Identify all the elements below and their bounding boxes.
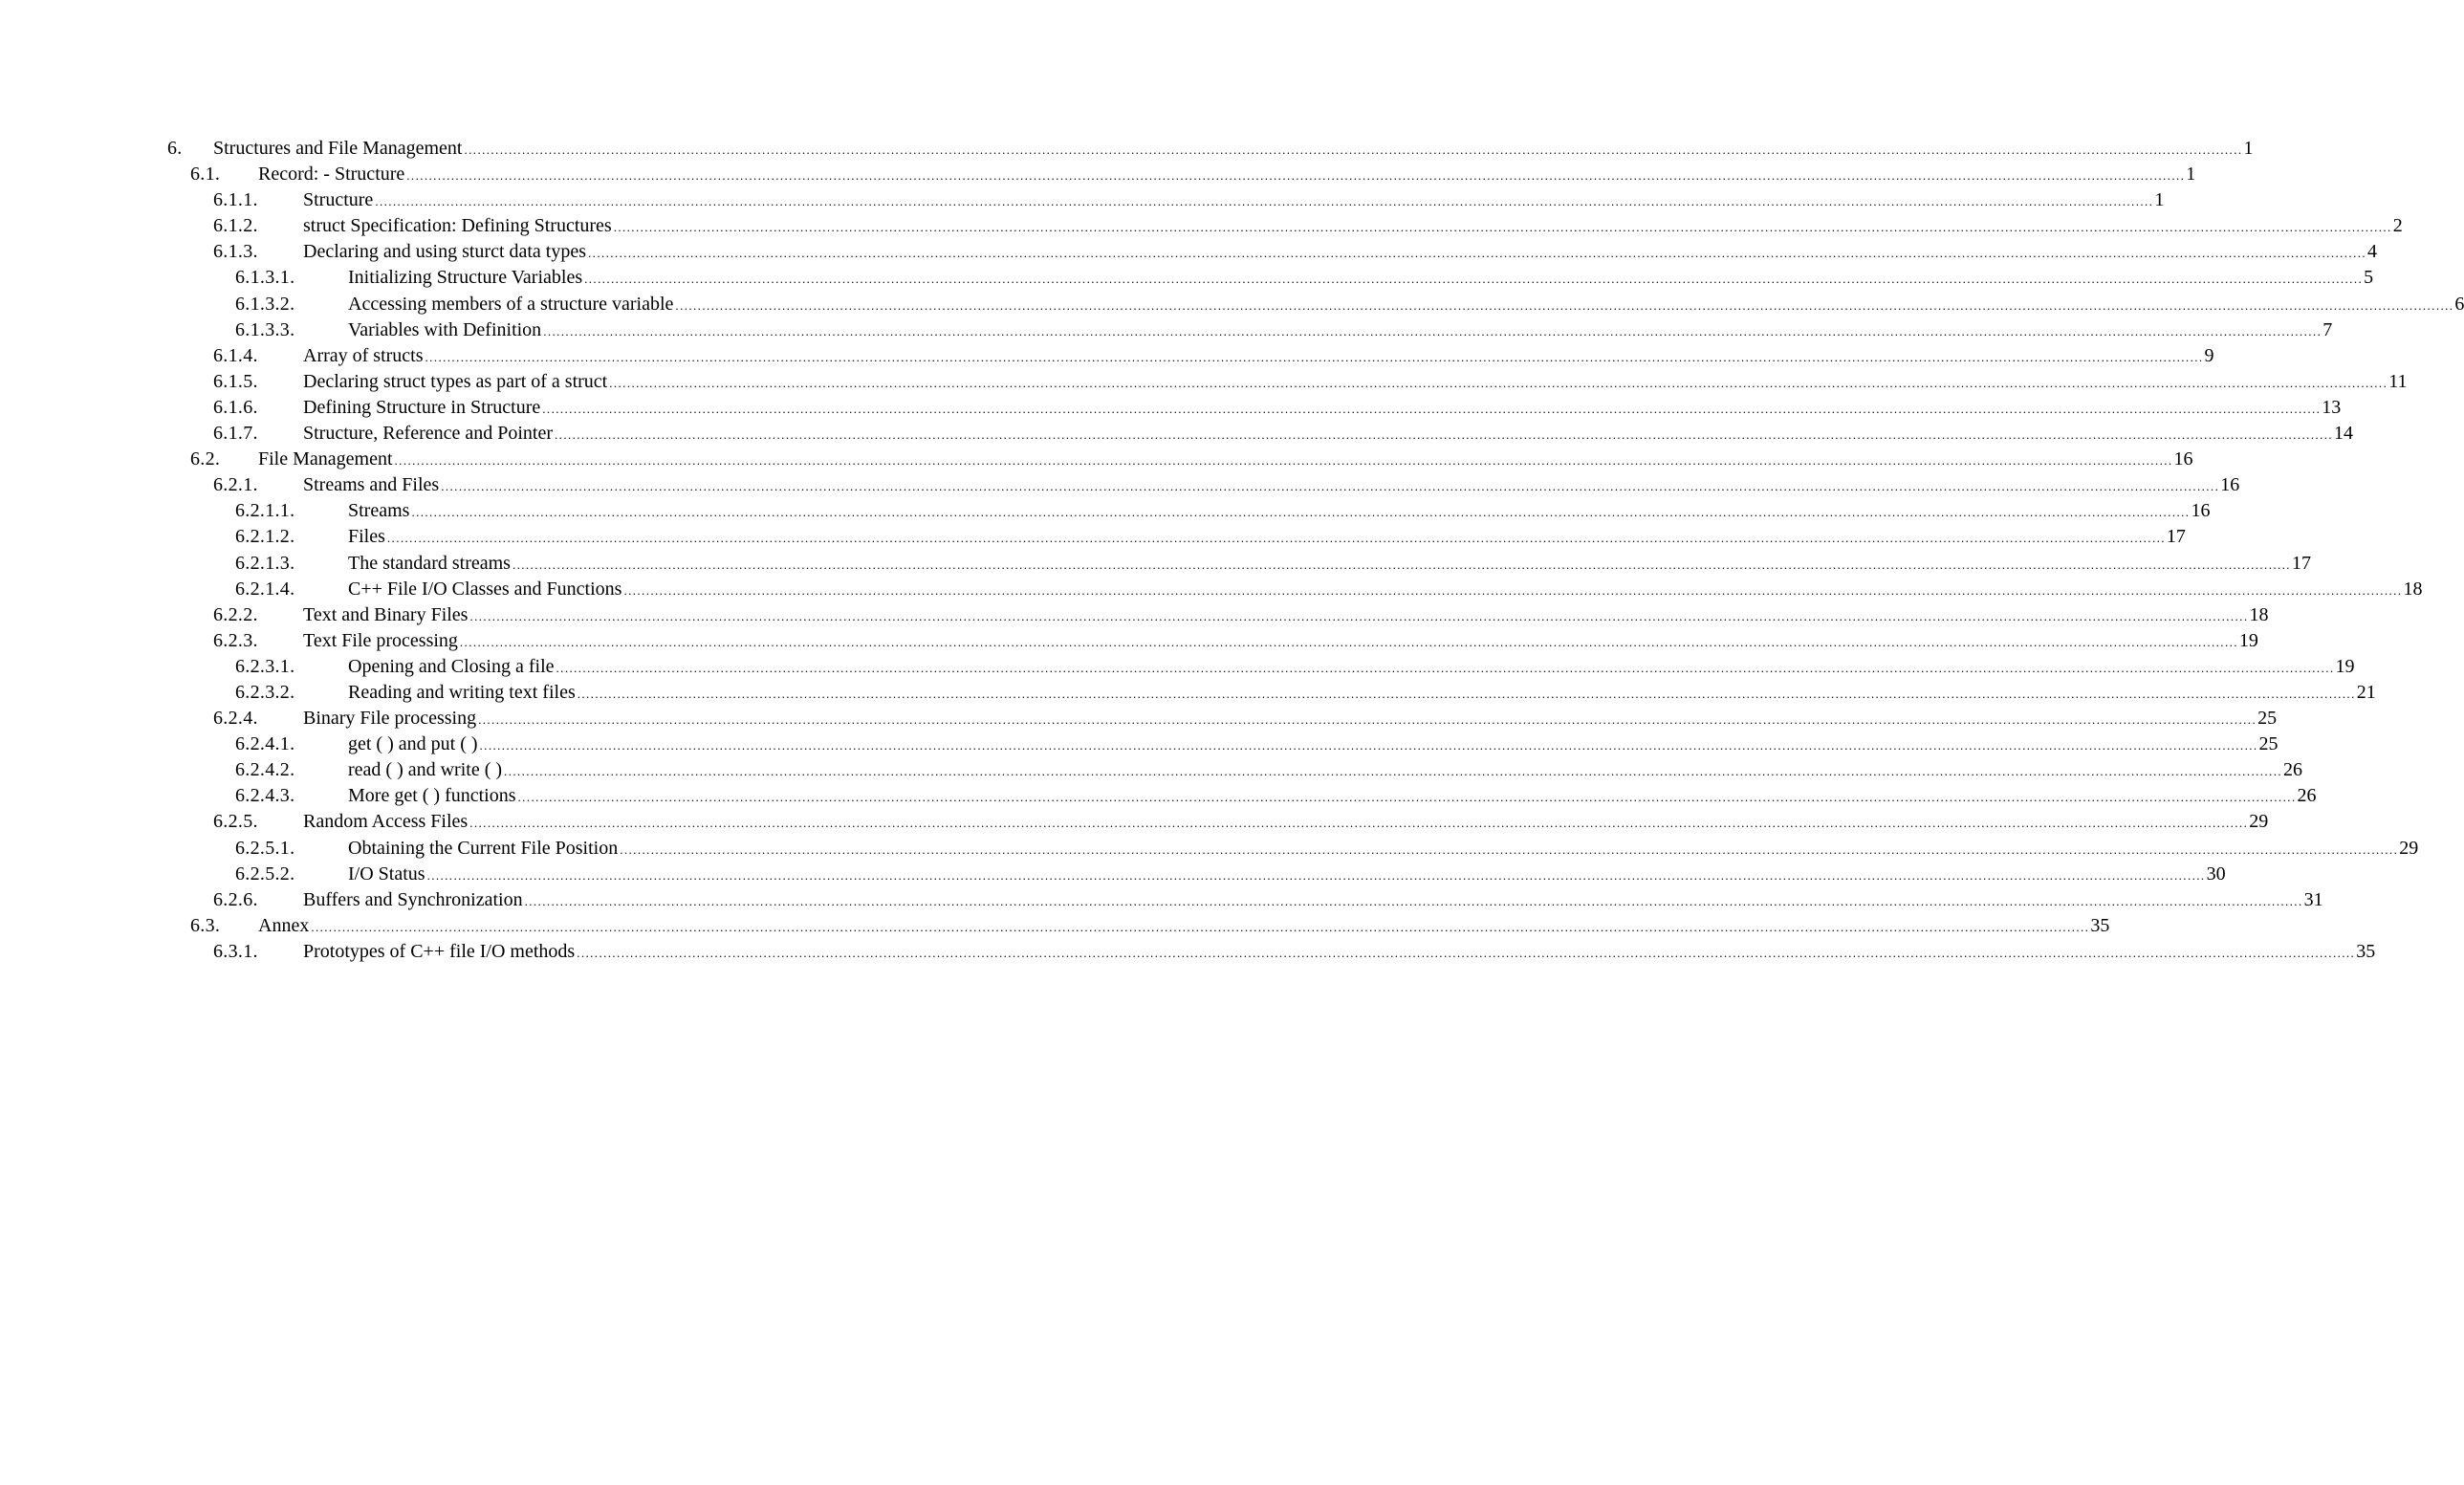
- toc-entry-page-number[interactable]: 5: [2364, 267, 2374, 289]
- toc-dot-leader: ................................................................................................................................................................................................................................................................................................................................................................................................................: [577, 945, 2356, 960]
- toc-entry-number: 6.1.3.: [213, 241, 258, 263]
- toc-dot-leader: ................................................................................................................................................................................................................................................................................................................................................................................................................: [311, 919, 2090, 934]
- toc-entry-line: [303, 395, 2342, 421]
- toc-entry-page-number[interactable]: 26: [2283, 759, 2303, 781]
- toc-entry-title[interactable]: Array of structs: [303, 344, 424, 366]
- toc-entry-page-number[interactable]: 18: [2249, 603, 2269, 625]
- toc-entry-number: 6.2.1.: [213, 474, 258, 496]
- toc-entry-line: [258, 913, 2110, 939]
- toc-dot-leader: ................................................................................................................................................................................................................................................................................................................................................................................................................: [512, 557, 2291, 572]
- toc-entry[interactable]: [167, 836, 2419, 862]
- toc-entry-title[interactable]: Accessing members of a structure variable: [348, 293, 674, 315]
- toc-entry-page-number[interactable]: 26: [2297, 785, 2317, 807]
- toc-entry-page-number[interactable]: 25: [2258, 733, 2279, 755]
- toc-entry-number: 6.1.7.: [213, 423, 258, 445]
- toc-entry[interactable]: [167, 395, 2342, 421]
- toc-entry-title[interactable]: get ( ) and put ( ): [348, 733, 478, 755]
- toc-entry[interactable]: [167, 887, 2323, 913]
- toc-entry-number: 6.1.3.2.: [235, 293, 295, 315]
- toc-entry-line: [348, 654, 2355, 680]
- toc-entry-number: 6.1.: [190, 164, 221, 186]
- toc-dot-leader: ................................................................................................................................................................................................................................................................................................................................................................................................................: [623, 582, 2403, 598]
- toc-entry-page-number[interactable]: 16: [2220, 474, 2240, 496]
- toc-entry-line: [258, 162, 2196, 187]
- toc-entry[interactable]: [167, 265, 2374, 291]
- toc-entry-title[interactable]: Buffers and Synchronization: [303, 888, 523, 910]
- toc-entry[interactable]: [167, 292, 2464, 317]
- toc-entry-page-number[interactable]: 18: [2403, 578, 2423, 600]
- toc-entry-number: 6.1.5.: [213, 370, 258, 392]
- toc-entry-title[interactable]: Structure, Reference and Pointer: [303, 423, 554, 445]
- toc-entry-page-number[interactable]: 2: [2392, 215, 2403, 237]
- toc-entry-number: 6.3.: [190, 914, 221, 936]
- toc-dot-leader: ................................................................................................................................................................................................................................................................................................................................................................................................................: [464, 142, 2243, 157]
- toc-dot-leader: ................................................................................................................................................................................................................................................................................................................................................................................................................: [469, 608, 2249, 623]
- toc-entry-line: [348, 862, 2226, 887]
- toc-entry[interactable]: [167, 654, 2355, 680]
- toc-entry-line: [348, 551, 2311, 577]
- toc-dot-leader: ................................................................................................................................................................................................................................................................................................................................................................................................................: [459, 634, 2238, 649]
- toc-entry[interactable]: [167, 602, 2269, 628]
- toc-dot-leader: ................................................................................................................................................................................................................................................................................................................................................................................................................: [613, 220, 2392, 235]
- toc-entry-number: 6.2.: [190, 448, 221, 470]
- toc-dot-leader: ................................................................................................................................................................................................................................................................................................................................................................................................................: [425, 349, 2204, 364]
- toc-entry-line: [303, 628, 2258, 654]
- toc-entry-title[interactable]: More get ( ) functions: [348, 785, 516, 807]
- toc-dot-leader: ................................................................................................................................................................................................................................................................................................................................................................................................................: [375, 194, 2154, 209]
- toc-dot-leader: ................................................................................................................................................................................................................................................................................................................................................................................................................: [411, 505, 2191, 520]
- toc-entry-line: [258, 447, 2193, 472]
- toc-dot-leader: ................................................................................................................................................................................................................................................................................................................................................................................................................: [406, 168, 2186, 184]
- toc-entry-line: [303, 343, 2214, 369]
- toc-dot-leader: ................................................................................................................................................................................................................................................................................................................................................................................................................: [479, 738, 2258, 753]
- toc-entry-line: [303, 939, 2376, 965]
- toc-entry-number: 6.2.3.1.: [235, 655, 295, 677]
- toc-entry-line: [348, 317, 2333, 343]
- toc-entry-title[interactable]: Variables with Definition: [348, 318, 542, 340]
- toc-entry-title[interactable]: Initializing Structure Variables: [348, 267, 583, 289]
- toc-entry[interactable]: [167, 577, 2423, 602]
- toc-entry-title[interactable]: Obtaining the Current File Position: [348, 837, 619, 859]
- toc-entry-page-number[interactable]: 1: [2243, 138, 2254, 159]
- toc-entry-page-number[interactable]: 25: [2257, 708, 2278, 730]
- toc-entry-number: 6.2.4.1.: [235, 733, 295, 755]
- toc-entry-line: [213, 136, 2254, 162]
- toc-entry-page-number[interactable]: 30: [2206, 863, 2226, 884]
- toc-entry-number: 6.1.3.1.: [235, 267, 295, 289]
- toc-entry-page-number[interactable]: 16: [2173, 448, 2193, 470]
- toc-entry-page-number[interactable]: 19: [2335, 655, 2355, 677]
- toc-entry[interactable]: [167, 421, 2354, 447]
- toc-entry-line: [303, 602, 2269, 628]
- toc-entry-line: [348, 836, 2419, 862]
- toc-dot-leader: ................................................................................................................................................................................................................................................................................................................................................................................................................: [426, 867, 2206, 883]
- toc-entry-page-number[interactable]: 9: [2204, 344, 2214, 366]
- toc-entry-title[interactable]: Files: [348, 526, 385, 548]
- toc-entry-title[interactable]: Declaring and using sturct data types: [303, 241, 587, 263]
- toc-entry-number: 6.3.1.: [213, 940, 258, 962]
- toc-entry[interactable]: [167, 939, 2376, 965]
- toc-entry-page-number[interactable]: 19: [2238, 629, 2258, 651]
- toc-entry[interactable]: [167, 680, 2376, 706]
- toc-entry-title[interactable]: C++ File I/O Classes and Functions: [348, 578, 622, 600]
- toc-entry-line: [348, 783, 2317, 809]
- toc-entry-title[interactable]: Declaring struct types as part of a struct: [303, 370, 608, 392]
- toc-entry-page-number[interactable]: 29: [2399, 837, 2419, 859]
- toc-entry[interactable]: [167, 862, 2226, 887]
- toc-dot-leader: ................................................................................................................................................................................................................................................................................................................................................................................................................: [386, 531, 2166, 546]
- toc-entry-title[interactable]: The standard streams: [348, 552, 511, 574]
- toc-dot-leader: ................................................................................................................................................................................................................................................................................................................................................................................................................: [441, 479, 2220, 494]
- toc-entry-page-number[interactable]: 29: [2249, 811, 2269, 833]
- toc-entry-title[interactable]: Text File processing: [303, 629, 458, 651]
- toc-entry-title[interactable]: Random Access Files: [303, 811, 469, 833]
- toc-entry-title[interactable]: Prototypes of C++ file I/O methods: [303, 940, 576, 962]
- toc-entry-line: [303, 809, 2269, 835]
- toc-entry-title[interactable]: Annex: [258, 914, 310, 936]
- toc-entry[interactable]: [167, 757, 2303, 783]
- toc-entry-number: 6.2.5.1.: [235, 837, 295, 859]
- toc-entry-title[interactable]: Binary File processing: [303, 708, 477, 730]
- toc-entry[interactable]: [167, 162, 2196, 187]
- toc-entry-number: 6.2.1.2.: [235, 526, 295, 548]
- toc-entry-line: [303, 472, 2240, 498]
- toc-entry-title[interactable]: Streams: [348, 500, 410, 522]
- toc-entry-line: [348, 292, 2464, 317]
- toc-entry-number: 6.1.4.: [213, 344, 258, 366]
- toc-entry-title[interactable]: read ( ) and write ( ): [348, 759, 503, 781]
- toc-dot-leader: ................................................................................................................................................................................................................................................................................................................................................................................................................: [524, 893, 2303, 908]
- toc-entry-page-number[interactable]: 6: [2454, 293, 2464, 315]
- toc-entry[interactable]: [167, 498, 2211, 524]
- toc-entry[interactable]: [167, 551, 2311, 577]
- toc-entry-number: 6.2.2.: [213, 603, 258, 625]
- toc-entry-page-number[interactable]: 1: [2154, 189, 2165, 211]
- toc-entry-line: [348, 498, 2211, 524]
- toc-entry-page-number[interactable]: 17: [2291, 552, 2311, 574]
- toc-entry-number: 6.2.6.: [213, 888, 258, 910]
- toc-dot-leader: ................................................................................................................................................................................................................................................................................................................................................................................................................: [620, 841, 2399, 857]
- toc-dot-leader: ................................................................................................................................................................................................................................................................................................................................................................................................................: [394, 453, 2173, 469]
- toc-entry-page-number[interactable]: 7: [2322, 318, 2333, 340]
- toc-entry-page-number[interactable]: 35: [2090, 914, 2110, 936]
- toc-dot-leader: ................................................................................................................................................................................................................................................................................................................................................................................................................: [588, 246, 2367, 261]
- toc-entry-page-number[interactable]: 31: [2303, 888, 2323, 910]
- toc-entry[interactable]: [167, 343, 2214, 369]
- toc-entry-number: 6.: [167, 138, 183, 159]
- toc-entry-line: [303, 187, 2165, 213]
- toc-dot-leader: ................................................................................................................................................................................................................................................................................................................................................................................................................: [609, 375, 2388, 390]
- toc-entry-number: 6.2.5.: [213, 811, 258, 833]
- toc-entry-line: [348, 757, 2303, 783]
- toc-entry-title[interactable]: Defining Structure in Structure: [303, 396, 541, 418]
- toc-entry-line: [348, 732, 2279, 757]
- toc-entry-title[interactable]: struct Specification: Defining Structures: [303, 215, 612, 237]
- toc-dot-leader: ................................................................................................................................................................................................................................................................................................................................................................................................................: [517, 790, 2297, 805]
- toc-entry[interactable]: [167, 472, 2240, 498]
- toc-entry[interactable]: [167, 783, 2317, 809]
- toc-entry-number: 6.2.1.4.: [235, 578, 295, 600]
- toc-dot-leader: ................................................................................................................................................................................................................................................................................................................................................................................................................: [584, 272, 2364, 287]
- toc-entry-number: 6.2.3.: [213, 629, 258, 651]
- toc-dot-leader: ................................................................................................................................................................................................................................................................................................................................................................................................................: [556, 660, 2335, 675]
- toc-entry-number: 6.2.4.3.: [235, 785, 295, 807]
- toc-entry-page-number[interactable]: 11: [2388, 370, 2408, 392]
- toc-entry[interactable]: [167, 706, 2278, 732]
- toc-entry-line: [303, 369, 2408, 395]
- toc-entry-page-number[interactable]: 4: [2367, 241, 2378, 263]
- toc-dot-leader: ................................................................................................................................................................................................................................................................................................................................................................................................................: [542, 401, 2322, 416]
- toc-entry-number: 6.1.6.: [213, 396, 258, 418]
- toc-entry-line: [348, 524, 2186, 550]
- toc-entry-title[interactable]: Structures and File Management: [213, 138, 463, 159]
- toc-entry-line: [303, 239, 2378, 265]
- toc-entry[interactable]: [167, 628, 2258, 654]
- toc-entry-title[interactable]: I/O Status: [348, 863, 425, 884]
- toc-dot-leader: ................................................................................................................................................................................................................................................................................................................................................................................................................: [504, 764, 2283, 779]
- toc-entry[interactable]: [167, 809, 2269, 835]
- toc-entry-line: [348, 265, 2374, 291]
- toc-entry-title[interactable]: Text and Binary Files: [303, 603, 469, 625]
- toc-entry[interactable]: [167, 732, 2279, 757]
- toc-entry-number: 6.2.5.2.: [235, 863, 295, 884]
- toc-entry-title[interactable]: Record: - Structure: [258, 164, 405, 186]
- toc-dot-leader: ................................................................................................................................................................................................................................................................................................................................................................................................................: [543, 323, 2322, 338]
- toc-entry-line: [303, 887, 2323, 913]
- toc-entry-title[interactable]: Streams and Files: [303, 474, 440, 496]
- toc-entry[interactable]: [167, 187, 2165, 213]
- toc-entry-number: 6.2.1.1.: [235, 500, 295, 522]
- toc-dot-leader: ................................................................................................................................................................................................................................................................................................................................................................................................................: [469, 816, 2249, 831]
- toc-entry-number: 6.2.4.2.: [235, 759, 295, 781]
- toc-entry-line: [303, 421, 2354, 447]
- toc-entry[interactable]: [167, 913, 2110, 939]
- toc-entry-number: 6.1.2.: [213, 215, 258, 237]
- toc-entry-page-number[interactable]: 21: [2356, 681, 2376, 703]
- toc-entry-number: 6.2.3.2.: [235, 681, 295, 703]
- toc-entry-number: 6.2.1.3.: [235, 552, 295, 574]
- toc-dot-leader: ................................................................................................................................................................................................................................................................................................................................................................................................................: [577, 686, 2356, 701]
- toc-entry-page-number[interactable]: 14: [2334, 423, 2354, 445]
- toc-entry-title[interactable]: Structure: [303, 189, 374, 211]
- table-of-contents: [167, 136, 2464, 965]
- toc-entry[interactable]: [167, 447, 2193, 472]
- toc-entry-line: [303, 706, 2278, 732]
- toc-dot-leader: ................................................................................................................................................................................................................................................................................................................................................................................................................: [555, 427, 2334, 443]
- toc-entry-title[interactable]: Opening and Closing a file: [348, 655, 555, 677]
- toc-entry-page-number[interactable]: 35: [2356, 940, 2376, 962]
- toc-entry-page-number[interactable]: 1: [2186, 164, 2196, 186]
- toc-dot-leader: ................................................................................................................................................................................................................................................................................................................................................................................................................: [478, 712, 2257, 728]
- toc-entry-line: [348, 680, 2376, 706]
- toc-entry[interactable]: [167, 213, 2403, 239]
- toc-entry-line: [348, 577, 2423, 602]
- toc-entry-title[interactable]: File Management: [258, 448, 393, 470]
- toc-dot-leader: ................................................................................................................................................................................................................................................................................................................................................................................................................: [675, 297, 2454, 313]
- toc-entry-title[interactable]: Reading and writing text files: [348, 681, 576, 703]
- toc-entry-number: 6.1.3.3.: [235, 318, 295, 340]
- toc-entry[interactable]: [167, 524, 2186, 550]
- toc-entry-page-number[interactable]: 17: [2166, 526, 2186, 548]
- toc-entry-page-number[interactable]: 16: [2191, 500, 2211, 522]
- toc-entry-page-number[interactable]: 13: [2322, 396, 2342, 418]
- toc-entry[interactable]: [167, 369, 2408, 395]
- toc-entry[interactable]: [167, 317, 2333, 343]
- toc-entry-line: [303, 213, 2403, 239]
- toc-entry-number: 6.2.4.: [213, 708, 258, 730]
- toc-entry[interactable]: [167, 136, 2254, 162]
- toc-entry-number: 6.1.1.: [213, 189, 258, 211]
- toc-entry[interactable]: [167, 239, 2378, 265]
